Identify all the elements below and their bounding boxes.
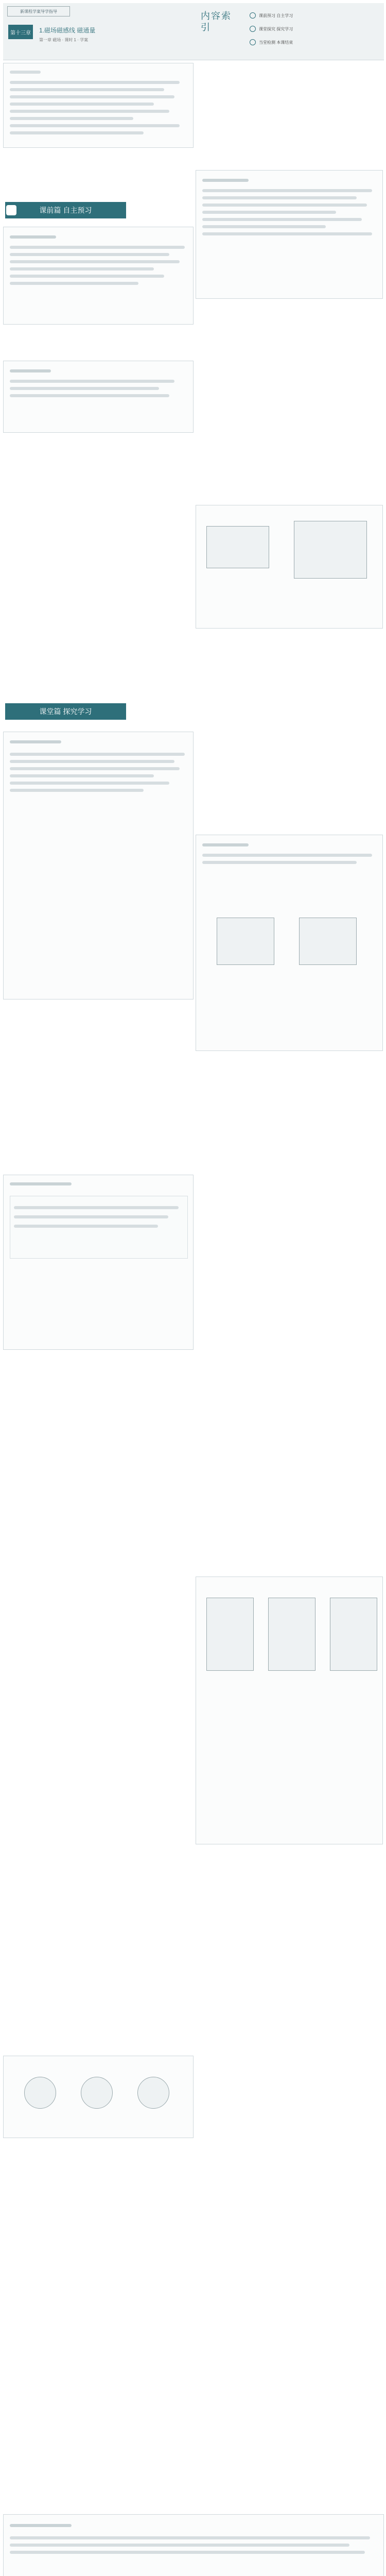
toc-title: 内容索引 (201, 11, 232, 32)
explore-block-1 (3, 732, 194, 999)
figures-block (196, 1577, 383, 1844)
toc (201, 6, 386, 63)
toc-item-1[interactable] (250, 11, 311, 20)
lesson-objectives (3, 63, 194, 148)
toc-item-icon (250, 12, 256, 19)
section-title-preview: 课前篇 自主预习 (5, 202, 126, 218)
page-title: 1.磁场磁感线 磁通量 (39, 27, 96, 34)
toc-item-2[interactable] (250, 25, 311, 33)
exercise-block (3, 2514, 384, 2576)
header-logo: 新课程学案导学指导 (7, 6, 70, 16)
explore-right-1 (196, 835, 383, 1051)
section-icon (6, 205, 16, 215)
chapter-badge: 第十三章 (8, 25, 33, 39)
diagram-strip (3, 2056, 194, 2138)
toc-item-icon (250, 26, 256, 32)
toc-item-label: 当堂检测 本课结束 (259, 40, 293, 45)
toc-item-3[interactable] (250, 38, 311, 46)
right-block-figure (196, 505, 383, 629)
preview-block-1 (3, 227, 194, 325)
right-block-1 (196, 170, 383, 299)
preview-block-2 (3, 361, 194, 433)
page-meta: 第一章 磁场 · 课时 1 · 学案 (39, 38, 89, 42)
section-title-explore: 课堂篇 探究学习 (5, 703, 126, 720)
toc-item-label: 课前预习 自主学习 (259, 13, 293, 18)
toc-item-label: 课堂探究 探究学习 (259, 26, 293, 31)
toc-item-icon (250, 39, 256, 45)
table-block (3, 1175, 194, 1350)
